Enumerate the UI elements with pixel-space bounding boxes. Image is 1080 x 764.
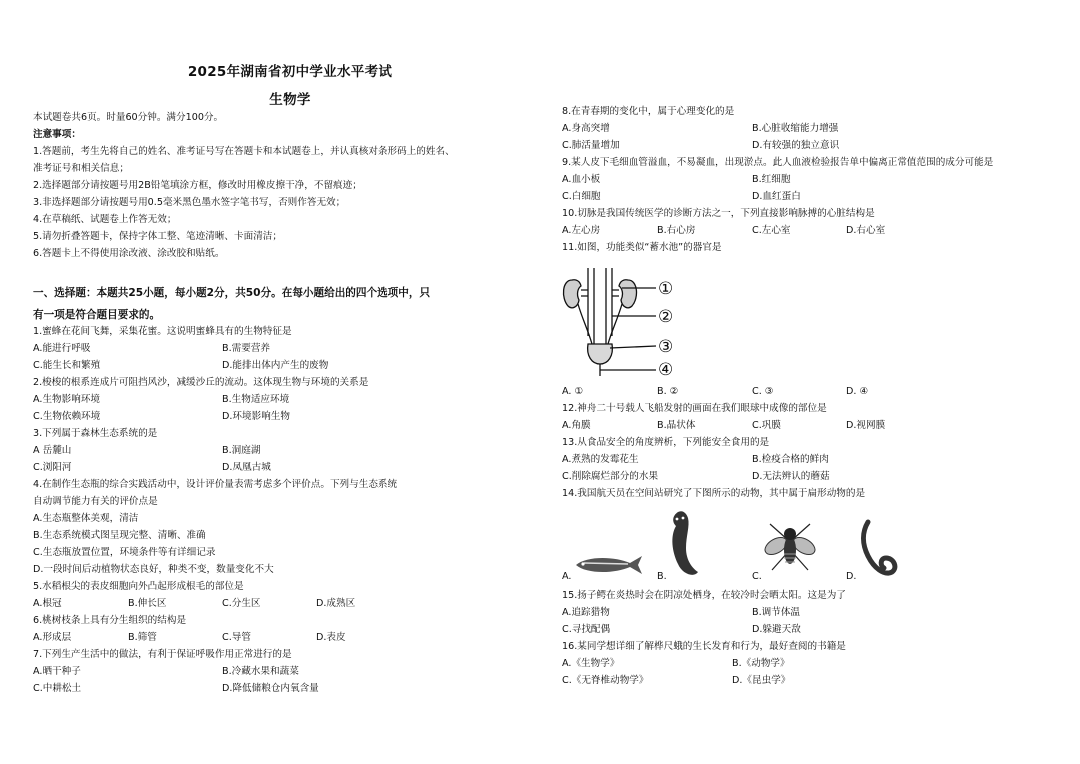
question-stem: 4.在制作生态瓶的综合实践活动中，设计评价量表需考虑多个评价点。下列与生态系统 [33,479,398,490]
exam-subject: 生物学 [269,92,311,108]
option-c: C.左心室 [752,225,791,236]
question-stem: 5.水稻根尖的表皮细胞向外凸起形成根毛的部位是 [33,581,244,592]
label-4: ④ [658,360,674,380]
question-stem: 9.某人皮下毛细血管溢血，不易凝血，出现淤点。此人血液检验报告单中偏离正常值范围的成分可能是 [562,157,994,168]
option-a: A.根冠 [33,598,62,609]
option-c: C.能生长和繁殖 [33,360,101,371]
option-b: B.生物适应环境 [222,394,290,405]
option-b: B.心脏收缩能力增强 [752,123,839,134]
option-c: C.分生区 [222,598,261,609]
option-c: C.浏阳河 [33,462,72,473]
notice-item: 1.答题前，考生先将自己的姓名、准考证号写在答题卡和本试题卷上，并认真核对条形码上的姓名、 [33,146,455,157]
notice-title: 注意事项： [33,129,81,140]
question-stem: 14.我国航天员在空间站研究了下图所示的动物，其中属于扁形动物的是 [562,488,866,499]
option-d: D.能排出体内产生的废物 [222,360,329,371]
option-d: D. [846,571,857,582]
option-d: D.视网膜 [846,420,886,431]
option-d: D.环境影响生物 [222,411,290,422]
option-d: D. ④ [846,386,869,397]
question-stem: 2.梭梭的根系连成片可阻挡风沙，减缓沙丘的流动。这体现生物与环境的关系是 [33,377,369,388]
option-c: C.生物依赖环境 [33,411,101,422]
option-a: A 岳麓山 [33,445,72,456]
option-c: C.《无脊椎动物学》 [562,675,649,686]
option-b: B.筛管 [128,632,157,643]
option-d: D.表皮 [316,632,346,643]
option-b: B.伸长区 [128,598,167,609]
question-stem: 7.下列生产生活中的做法，有利于保证呼吸作用正常进行的是 [33,649,292,660]
option-c: C.导管 [222,632,251,643]
notice-item: 2.选择题部分请按题号用2B铅笔填涂方框，修改时用橡皮擦干净，不留痕迹； [33,180,362,191]
option-a: A.《生物学》 [562,658,620,669]
label-1: ① [658,279,674,299]
exam-intro: 本试题卷共6页。时量60分钟。满分100分。 [33,112,224,123]
option-d: D.右心室 [846,225,886,236]
option-c: C.巩膜 [752,420,781,431]
planarian-icon [664,508,704,580]
fish-icon [574,554,644,576]
urinary-system-diagram [558,266,698,378]
option-a: A.晒干种子 [33,666,81,677]
question-stem-cont: 自动调节能力有关的评价点是 [33,496,158,507]
option-d: D.成熟区 [316,598,356,609]
question-stem: 13.从食品安全的角度辨析，下列能安全食用的是 [562,437,770,448]
question-stem: 3.下列属于森林生态系统的是 [33,428,158,439]
fruit-fly-icon [762,516,818,576]
option-c: C.生态瓶放置位置，环境条件等有详细记录 [33,547,216,558]
option-b: B.右心房 [657,225,696,236]
option-c: C. ③ [752,386,774,397]
option-a: A.追踪猎物 [562,607,610,618]
option-b: B.检疫合格的鲜肉 [752,454,829,465]
option-b: B.《动物学》 [732,658,790,669]
option-c: C.中耕松土 [33,683,82,694]
option-a: A. ① [562,386,584,397]
question-stem: 8.在青春期的变化中，属于心理变化的是 [562,106,735,117]
notice-item: 准考证号和相关信息； [33,163,129,174]
section-heading: 一、选择题：本题共25小题，每小题2分，共50分。在每小题给出的四个选项中，只 [33,287,431,299]
option-b: B.调节体温 [752,607,801,618]
notice-item: 6.答题卡上不得使用涂改液、涂改胶和贴纸。 [33,248,225,259]
option-a: A.生态瓶整体美观，清洁 [33,513,139,524]
option-d: D.无法辨认的蘑菇 [752,471,830,482]
option-c: C.削除腐烂部分的水果 [562,471,659,482]
option-a: A.身高突增 [562,123,610,134]
question-stem: 6.桃树枝条上具有分生组织的结构是 [33,615,187,626]
section-heading-cont: 有一项是符合题目要求的。 [33,309,161,321]
option-a: A.生物影响环境 [33,394,101,405]
option-c: C. [752,571,762,582]
option-a: A.左心房 [562,225,601,236]
label-2: ② [658,307,674,327]
question-stem: 12.神舟二十号载人飞船发射的画面在我们眼球中成像的部位是 [562,403,827,414]
question-stem: 10.切脉是我国传统医学的诊断方法之一，下列直接影响脉搏的心脏结构是 [562,208,875,219]
option-b: B. ② [657,386,679,397]
option-b: B.生态系统模式图呈现完整、清晰、准确 [33,530,206,541]
question-stem: 11.如图，功能类似“蓄水池”的器官是 [562,242,722,253]
question-stem: 16.某同学想详细了解桦尺蛾的生长发育和行为，最好查阅的书籍是 [562,641,846,652]
option-b: B.洞庭湖 [222,445,261,456]
question-stem: 15.扬子鳄在炎热时会在阴凉处栖身，在较冷时会晒太阳。这是为了 [562,590,846,601]
option-a: A.血小板 [562,174,601,185]
option-d: D.血红蛋白 [752,191,801,202]
option-d: D.《昆虫学》 [732,675,791,686]
option-c: C.肺活量增加 [562,140,620,151]
option-a: A. [562,571,572,582]
question-stem: 1.蜜蜂在花间飞舞，采集花蜜。这说明蜜蜂具有的生物特征是 [33,326,292,337]
roundworm-icon [858,518,900,580]
notice-item: 3.非选择题部分请按题号用0.5毫米黑色墨水签字笔书写，否则作答无效； [33,197,346,208]
option-c: C.白细胞 [562,191,601,202]
option-d: D.躲避天敌 [752,624,801,635]
option-b: B.晶状体 [657,420,696,431]
option-a: A.能进行呼吸 [33,343,91,354]
option-b: B. [657,571,667,582]
option-a: A.形成层 [33,632,72,643]
option-d: D.有较强的独立意识 [752,140,840,151]
option-c: C.寻找配偶 [562,624,611,635]
notice-item: 4.在草稿纸、试题卷上作答无效； [33,214,177,225]
notice-item: 5.请勿折叠答题卡，保持字体工整、笔迹清晰、卡面清洁； [33,231,282,242]
exam-title: 2025年湖南省初中学业水平考试 [187,64,393,80]
option-b: B.冷藏水果和蔬菜 [222,666,299,677]
option-a: A.煮熟的发霉花生 [562,454,639,465]
option-a: A.角膜 [562,420,591,431]
label-3: ③ [658,337,674,357]
option-b: B.红细胞 [752,174,791,185]
option-d: D.降低储粮仓内氧含量 [222,683,319,694]
option-d: D.凤凰古城 [222,462,271,473]
option-d: D.一段时间后动植物状态良好，种类不变，数量变化不大 [33,564,274,575]
option-b: B.需要营养 [222,343,271,354]
